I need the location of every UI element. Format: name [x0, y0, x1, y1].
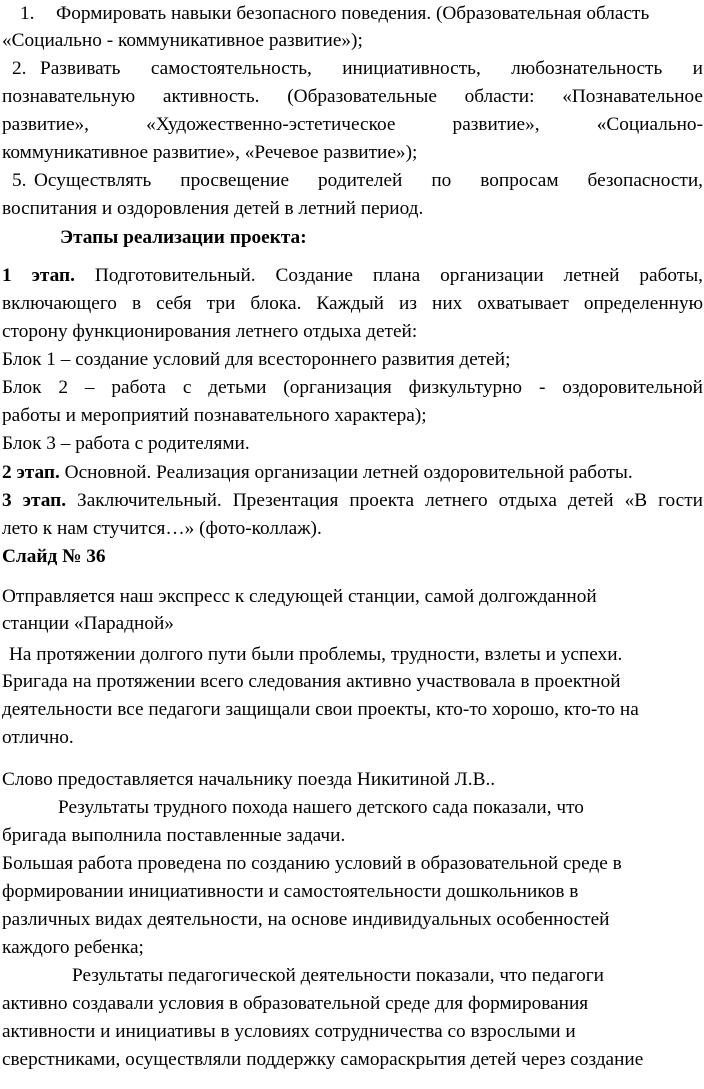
results-2-line-1: Результаты педагогической деятельности показали, что педагоги — [72, 965, 604, 986]
results-1-line-2: бригада выполнила поставленные задачи. — [2, 825, 346, 846]
results-1-line-1: Результаты трудного похода нашего детского сада показали, что — [58, 797, 584, 818]
journey-line-4: отлично. — [2, 727, 74, 748]
goal-5-line-2: воспитания и оздоровления детей в летний период. — [2, 198, 424, 219]
results-2-line-2: активно создавали условия в образовательной среде для формирования — [2, 993, 589, 1014]
stage-2 — [2, 459, 703, 486]
stage-2-label: 2 этап. — [2, 462, 60, 483]
work-line-3: различных видах деятельности, на основе индивидуальных особенностей — [2, 909, 610, 930]
stage-3-line-1 — [2, 487, 703, 514]
goal-2-line-4: коммуникативное развитие», «Речевое развитие»); — [2, 142, 418, 163]
stage-1-label: 1 этап. — [2, 265, 75, 286]
express-line-2: станции «Парадной» — [2, 613, 174, 634]
goal-2-line-2: познавательную активность. (Образовательные области: «Познавательное — [2, 86, 703, 107]
goal-2-text: Развивать самостоятельность, инициативность, любознательность и — [40, 58, 703, 79]
results-2-line-3: активности и инициативы в условиях сотрудничества со взрослыми и — [2, 1021, 576, 1042]
goal-5-line-1 — [2, 167, 703, 194]
goal-1-line-2: «Социально - коммуникативное развитие»); — [2, 30, 363, 51]
goal-2-line-1 — [2, 55, 703, 82]
stage-2-text: Основной. Реализация организации летней оздоровительной работы. — [64, 462, 633, 483]
journey-line-1: На протяжении долгого пути были проблемы, трудности, взлеты и успехи. — [9, 644, 623, 665]
goal-1-number: 1. — [20, 3, 35, 24]
journey-line-2: Бригада на протяжении всего следования активно участвовала в проектной — [2, 671, 621, 692]
goal-2-line-3: развитие», «Художественно-эстетическое развитие», «Социально- — [2, 114, 703, 135]
journey-line-3: деятельности все педагоги защищали свои проекты, кто-то хорошо, кто-то на — [2, 699, 639, 720]
block-3: Блок 3 – работа с родителями. — [2, 433, 250, 454]
block-2-line-1: Блок 2 – работа с детьми (организация физкультурно - оздоровительной — [2, 377, 703, 398]
work-line-1: Большая работа проведена по созданию условий в образовательной среде в — [2, 853, 622, 874]
goal-1-line-1 — [2, 0, 703, 27]
stage-3-label: 3 этап. — [2, 490, 67, 511]
work-line-4: каждого ребенка; — [2, 937, 144, 958]
express-line-1: Отправляется наш экспресс к следующей станции, самой долгожданной — [2, 586, 597, 607]
block-2-line-2: работы и мероприятий познавательного характера); — [2, 405, 427, 426]
results-2-line-4: сверстниками, осуществляли поддержку самораскрытия детей через создание — [2, 1049, 644, 1070]
work-line-2: формировании инициативности и самостоятельности дошкольников в — [2, 881, 579, 902]
goal-2-number: 2. — [12, 58, 27, 79]
goal-5-text: Осуществлять просвещение родителей по вопросам безопасности, — [34, 170, 703, 191]
stage-1-line-1 — [2, 262, 703, 289]
block-1: Блок 1 – создание условий для всестороннего развития детей; — [2, 349, 511, 370]
goal-1-text: Формировать навыки безопасного поведения. (Образовательная область — [56, 3, 650, 24]
goal-5-number: 5. — [12, 170, 27, 191]
stage-3-line-2: лето к нам стучится…» (фото-коллаж). — [2, 518, 322, 539]
stage-3-text: Заключительный. Презентация проекта летнего отдыха детей «В гости — [77, 490, 703, 511]
stage-1-text: Подготовительный. Создание плана организации летней работы, — [94, 265, 703, 286]
stage-1-line-2: включающего в себя три блока. Каждый из них охватывает определенную — [2, 293, 703, 314]
slide-heading: Слайд № 36 — [2, 546, 106, 567]
stages-heading: Этапы реализации проекта: — [60, 227, 307, 248]
word-line: Слово предоставляется начальнику поезда Никитиной Л.В.. — [2, 769, 496, 790]
stage-1-line-3: сторону функционирования летнего отдыха детей: — [2, 321, 418, 342]
